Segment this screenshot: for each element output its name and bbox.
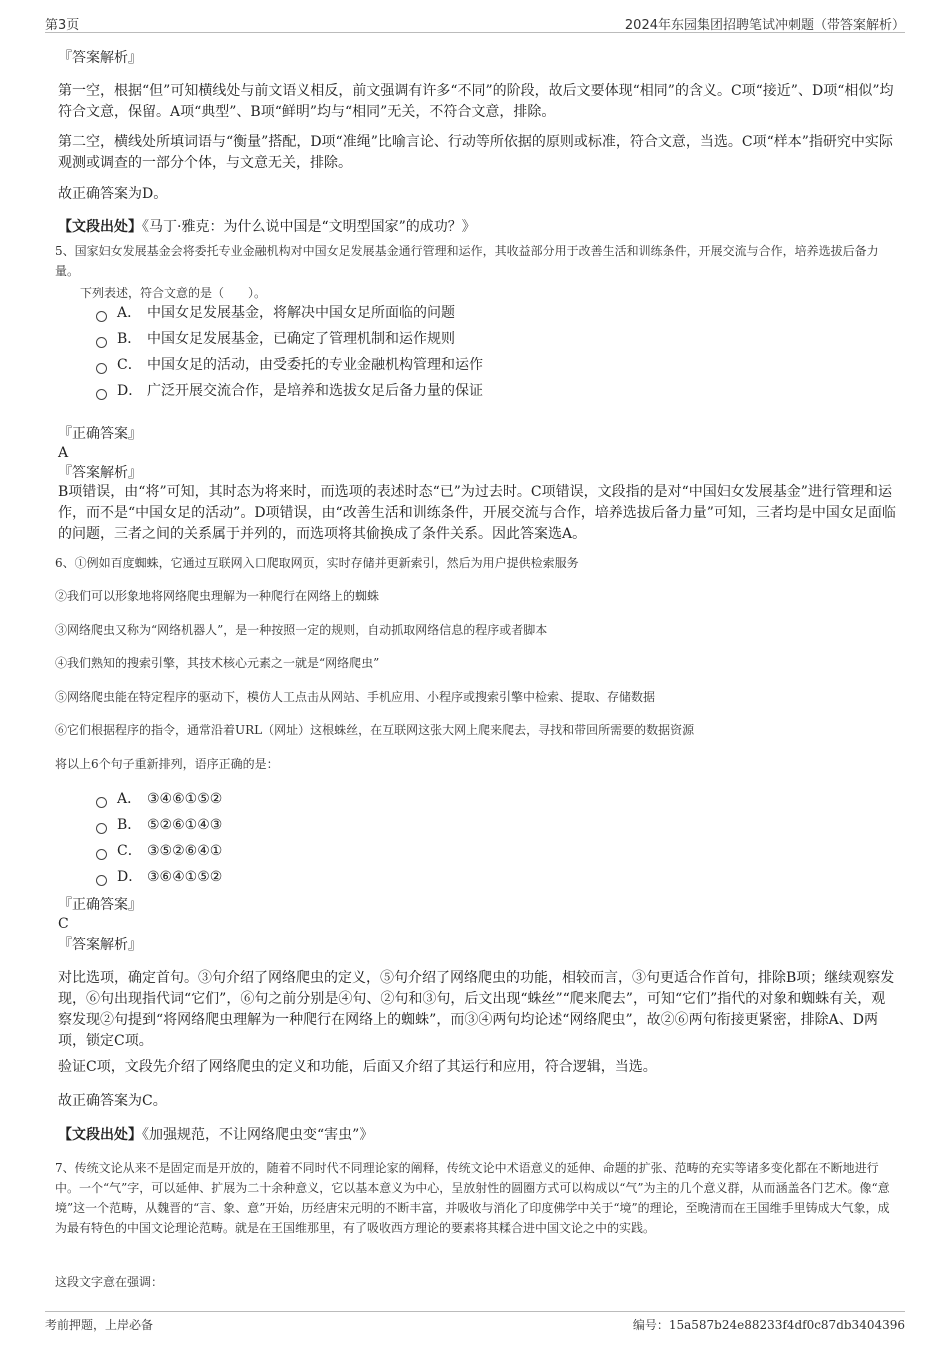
radio-icon[interactable] <box>96 337 107 348</box>
q6-prompt: 将以上6个句子重新排列，语序正确的是： <box>55 757 279 771</box>
q4-analysis-para1: 第一空，根据“但”可知横线处与前文语义相反，前文强调有许多“不同”的阶段，故后文要体现“相同”的含义。C项“接近”、D项“相似”均符合文意，保留。A项“典型”、B项“鲜明”均与“相同”无关，不符合文意，排除。 <box>58 83 894 120</box>
option-letter: C． <box>117 357 142 373</box>
q5-option-a[interactable] <box>96 303 455 323</box>
source-label: 【文段出处】 <box>58 219 142 235</box>
document-title: 2024年东园集团招聘笔试冲刺题（带答案解析） <box>624 18 905 33</box>
document-serial-number: 编号：15a587b24e88233f4df0c87db3404396 <box>632 1318 905 1332</box>
q6-sentence-3: ③网络爬虫又称为“网络机器人”，是一种按照一定的规则，自动抓取网络信息的程序或者脚本 <box>55 623 548 637</box>
q6-correct-label: 『正确答案』 <box>58 897 142 913</box>
q4-source <box>58 217 898 238</box>
source-text: 《马丁·雅克：为什么说中国是“文明型国家”的成功？》 <box>142 219 476 235</box>
option-letter: D． <box>117 869 143 885</box>
q6-analysis-label: 『答案解析』 <box>58 937 142 953</box>
option-text: ⑤②⑥①④③ <box>147 817 223 833</box>
option-text: 中国女足的活动，由受委托的专业金融机构管理和运作 <box>147 357 483 373</box>
q6-option-c[interactable] <box>96 841 222 861</box>
q6-option-d[interactable] <box>96 867 222 887</box>
q5-stem: 5、国家妇女发展基金会将委托专业金融机构对中国女足发展基金通行管理和运作，其收益部分用于改善生活和训练条件，开展交流与合作，培养选拔后备力量。 <box>55 244 879 278</box>
source-label: 【文段出处】 <box>58 1127 142 1143</box>
q5-analysis-label: 『答案解析』 <box>58 465 142 481</box>
q5-option-d[interactable] <box>96 381 483 401</box>
option-text: 中国女足发展基金，已确定了管理机制和运作规则 <box>147 331 455 347</box>
option-text: ③⑤②⑥④① <box>147 843 223 859</box>
q7-stem: 7、传统文论从来不是固定而是开放的，随着不同时代不同理论家的阐释，传统文论中术语意义的延伸、命题的扩张、范畴的充实等诸多变化都在不断地进行中。一个“气”字，可以延伸、扩展为二十余种意义，它以基本意义为中心，呈放射性的圆圈方式可以构成以“气”为主的几个意义群，从而涵盖各门艺术。像“意境”这一个范畴，从魏晋的“言、象、意”开始，历经唐宋元明的不断丰富，并吸收与消化了印度佛学中关于“境”的理论，至晚清而在王国维手里铸成大气象，成为最有特色的中国文论理论范畴。就是在王国维那里，有了吸收西方理论的要素将其糅合进中国文论之中的实践。 <box>55 1161 890 1235</box>
option-letter: A． <box>117 305 142 321</box>
q6-sentence-1: 6、①例如百度蜘蛛，它通过互联网入口爬取网页，实时存储并更新索引，然后为用户提供检索服务 <box>55 556 579 570</box>
q6-option-a[interactable] <box>96 789 222 809</box>
q6-analysis-para1: 对比选项，确定首句。③句介绍了网络爬虫的定义，⑤句介绍了网络爬虫的功能，相较而言，③句更适合作首句，排除B项；继续观察发现，⑥句出现指代词“它们”，⑥句之前分别是④句、②句和③句，后文出现“蛛丝”“爬来爬去”，可知“它们”指代的对象和蜘蛛有关，观察发现②句提到“将网络爬虫理解为一种爬行在网络上的蜘蛛”，而③④两句均论述“网络爬虫”，故②⑥两句衔接更紧密，排除A、D两项，锁定C项。 <box>58 970 895 1049</box>
q6-sentence-2: ②我们可以形象地将网络爬虫理解为一种爬行在网络上的蜘蛛 <box>55 589 380 603</box>
option-letter: D． <box>117 383 143 399</box>
radio-icon[interactable] <box>96 849 107 860</box>
footer-divider <box>45 1311 905 1312</box>
radio-icon[interactable] <box>96 823 107 834</box>
q6-sentence-5: ⑤网络爬虫能在特定程序的驱动下，模仿人工点击从网站、手机应用、小程序或搜索引擎中检索、提取、存储数据 <box>55 690 656 704</box>
q4-conclusion: 故正确答案为D。 <box>58 186 168 202</box>
q6-option-b[interactable] <box>96 815 222 835</box>
radio-icon[interactable] <box>96 389 107 400</box>
option-letter: A． <box>117 791 142 807</box>
q4-analysis-para2: 第二空，横线处所填词语与“衡量”搭配，D项“准绳”比喻言论、行动等所依据的原则或标准，符合文意，当选。C项“样本”指研究中实际观测或调查的一部分个体，与文意无关，排除。 <box>58 134 893 171</box>
q6-source <box>58 1125 898 1146</box>
radio-icon[interactable] <box>96 363 107 374</box>
option-letter: C． <box>117 843 142 859</box>
q5-analysis: B项错误，由“将”可知，其时态为将来时，而选项的表述时态“已”为过去时。C项错误，文段指的是对“中国妇女发展基金”进行管理和运作，而不是“中国女足的活动”。D项错误，由“改善生活和训练条件，开展交流与合作，培养选拔后备力量”可知，三者均是中国女足面临的问题，三者之间的关系属于并列的，而选项将其偷换成了条件关系。因此答案选A。 <box>58 484 896 542</box>
q5-prompt: 下列表述，符合文意的是（ ）。 <box>80 286 267 300</box>
q5-correct-label: 『正确答案』 <box>58 426 142 442</box>
q6-sentence-4: ④我们熟知的搜索引擎，其技术核心元素之一就是“网络爬虫” <box>55 656 380 670</box>
q7-prompt: 这段文字意在强调： <box>55 1275 164 1289</box>
q6-analysis-para2: 验证C项，文段先介绍了网络爬虫的定义和功能，后面又介绍了其运行和应用，符合逻辑，当选。 <box>58 1059 657 1075</box>
option-letter: B． <box>117 331 142 347</box>
q6-correct-answer: C <box>58 916 69 932</box>
q5-option-c[interactable] <box>96 355 483 375</box>
page-number: 第3页 <box>45 18 80 33</box>
q5-correct-answer: A <box>58 445 69 461</box>
radio-icon[interactable] <box>96 797 107 808</box>
option-letter: B． <box>117 817 142 833</box>
footer-slogan: 考前押题，上岸必备 <box>45 1318 154 1332</box>
radio-icon[interactable] <box>96 875 107 886</box>
q5-option-b[interactable] <box>96 329 455 349</box>
radio-icon[interactable] <box>96 311 107 322</box>
option-text: ③⑥④①⑤② <box>147 869 223 885</box>
q6-conclusion: 故正确答案为C。 <box>58 1093 167 1109</box>
q6-sentence-6: ⑥它们根据程序的指令，通常沿着URL（网址）这根蛛丝，在互联网这张大网上爬来爬去，寻找和带回所需要的数据资源 <box>55 723 695 737</box>
option-text: ③④⑥①⑤② <box>147 791 223 807</box>
header-divider <box>45 32 905 33</box>
option-text: 广泛开展交流合作，是培养和选拔女足后备力量的保证 <box>147 383 483 399</box>
source-text: 《加强规范，不让网络爬虫变“害虫”》 <box>142 1127 374 1143</box>
q4-analysis-label: 『答案解析』 <box>58 50 142 66</box>
option-text: 中国女足发展基金，将解决中国女足所面临的问题 <box>147 305 455 321</box>
